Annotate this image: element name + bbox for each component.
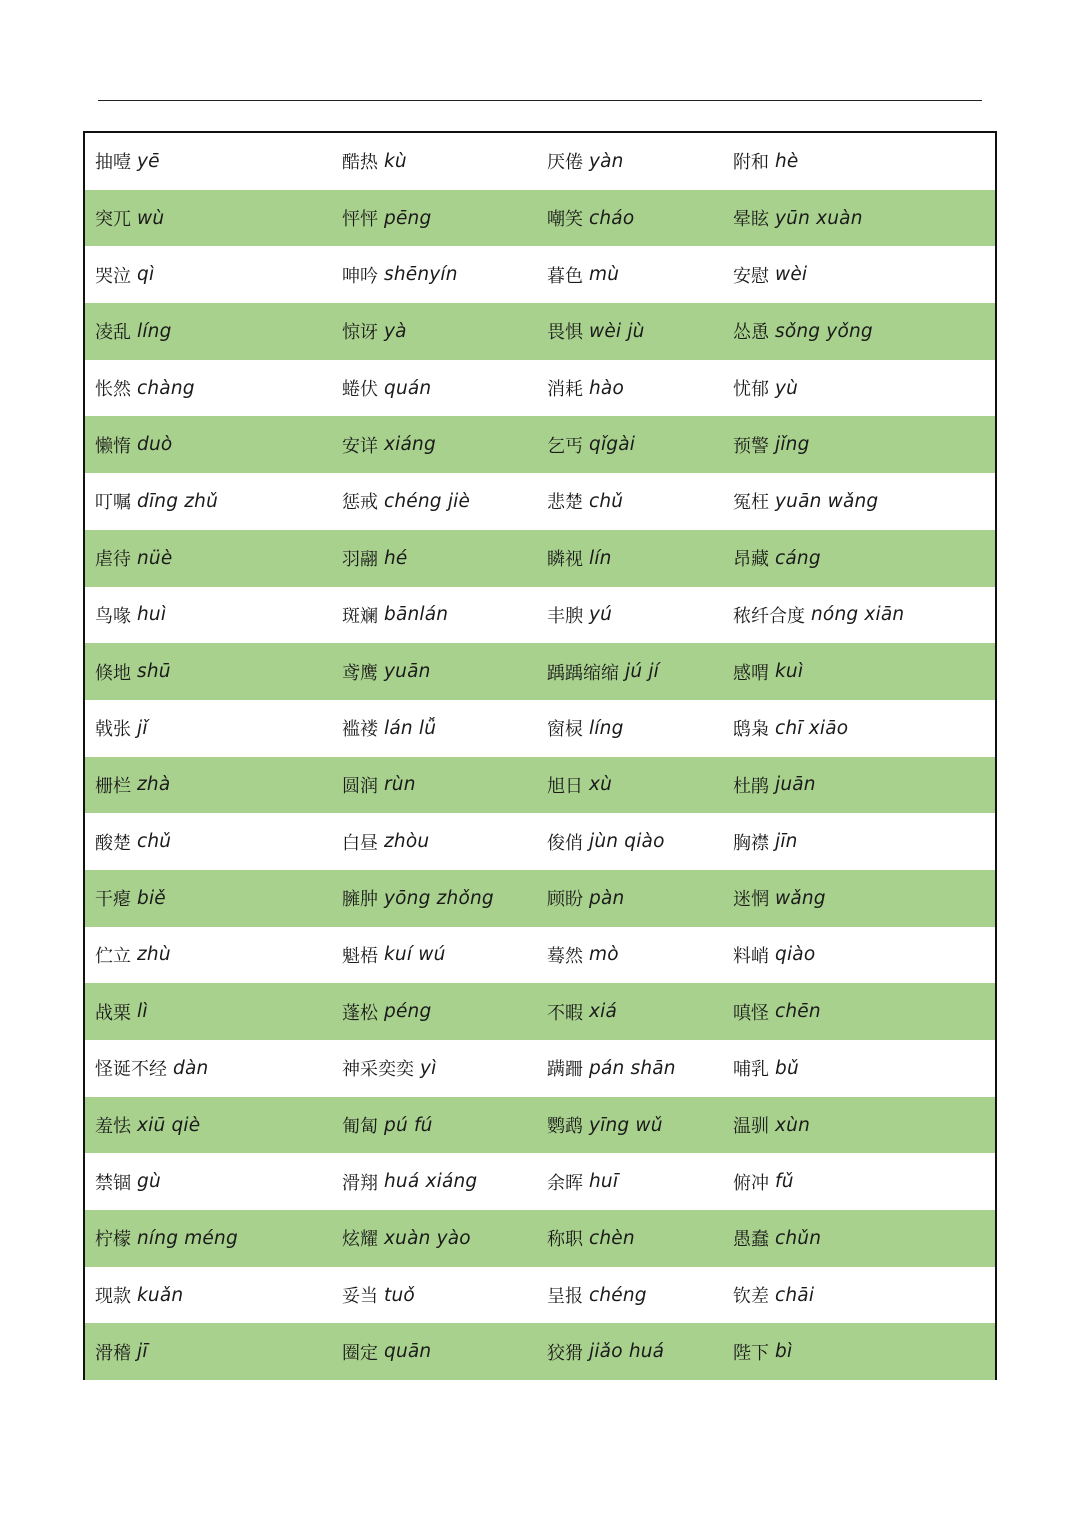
vocab-entry — [342, 870, 494, 927]
vocab-entry — [342, 983, 431, 1040]
vocab-pinyin: chī xiāo — [775, 717, 849, 739]
vocab-entry — [95, 190, 164, 247]
vocab-entry — [733, 643, 803, 700]
vocab-pinyin: pú fú — [384, 1114, 433, 1136]
vocab-word: 晕眩 — [733, 209, 769, 231]
vocab-entry — [342, 473, 470, 530]
vocab-word: 窗棂 — [547, 719, 583, 741]
vocab-word: 褴褛 — [342, 719, 378, 741]
vocab-pinyin: rùn — [384, 774, 416, 796]
vocab-pinyin: yà — [384, 320, 407, 342]
vocab-word: 羽翮 — [342, 549, 378, 571]
vocab-word: 鸱枭 — [733, 719, 769, 741]
vocab-entry — [95, 246, 154, 303]
vocab-entry — [342, 813, 429, 870]
vocab-word: 滑稽 — [95, 1342, 131, 1364]
vocab-word: 俯冲 — [733, 1172, 769, 1194]
vocab-word: 凌乱 — [95, 322, 131, 344]
vocab-word: 禁锢 — [95, 1172, 131, 1194]
vocab-pinyin: xuàn yào — [384, 1227, 471, 1249]
vocab-entry — [95, 757, 170, 814]
vocab-pinyin: yē — [137, 150, 160, 172]
vocab-entry — [342, 1097, 433, 1154]
vocab-word: 战栗 — [95, 1002, 131, 1024]
vocab-word: 鸟喙 — [95, 605, 131, 627]
vocab-entry — [547, 246, 619, 303]
table-row — [85, 360, 995, 417]
vocab-pinyin: tuǒ — [384, 1284, 415, 1306]
vocab-entry — [95, 1267, 183, 1324]
vocab-word: 蓦然 — [547, 945, 583, 967]
vocab-pinyin: níng méng — [137, 1227, 238, 1249]
vocab-entry — [733, 587, 904, 644]
vocab-entry — [95, 870, 166, 927]
table-row — [85, 473, 995, 530]
vocab-pinyin: yūn xuàn — [775, 207, 863, 229]
vocab-entry — [95, 813, 171, 870]
vocab-pinyin: jī — [137, 1341, 148, 1363]
vocab-word: 蓬松 — [342, 1002, 378, 1024]
vocab-pinyin: yōng zhǒng — [384, 887, 494, 909]
vocab-entry — [95, 587, 166, 644]
vocab-entry — [733, 1153, 794, 1210]
vocab-pinyin: zhù — [137, 944, 171, 966]
vocab-word: 嘲笑 — [547, 209, 583, 231]
vocab-entry — [95, 360, 195, 417]
vocab-entry — [547, 473, 623, 530]
vocab-entry — [547, 530, 612, 587]
vocab-word: 迷惘 — [733, 889, 769, 911]
vocab-entry — [95, 1210, 238, 1267]
vocab-pinyin: chǔ — [589, 490, 624, 512]
table-row — [85, 1040, 995, 1097]
vocab-entry — [547, 1267, 647, 1324]
vocab-pinyin: jú jí — [625, 661, 660, 683]
vocab-pinyin: líng — [137, 320, 172, 342]
vocab-entry — [342, 700, 436, 757]
vocab-pinyin: nüè — [137, 547, 173, 569]
vocab-pinyin: xiáng — [384, 434, 436, 456]
vocab-word: 抽噎 — [95, 152, 131, 174]
vocab-word: 温驯 — [733, 1116, 769, 1138]
vocab-pinyin: péng — [384, 1001, 432, 1023]
vocab-pinyin: quán — [384, 377, 432, 399]
vocab-pinyin: jùn qiào — [589, 831, 665, 853]
vocab-entry — [547, 1040, 676, 1097]
table-row — [85, 700, 995, 757]
vocab-entry — [733, 870, 826, 927]
vocab-entry — [733, 983, 821, 1040]
vocab-word: 白昼 — [342, 832, 378, 854]
vocab-pinyin: duò — [137, 434, 173, 456]
vocab-entry — [733, 246, 807, 303]
vocab-pinyin: hé — [384, 547, 408, 569]
vocab-word: 狡猾 — [547, 1342, 583, 1364]
vocab-word: 干瘪 — [95, 889, 131, 911]
vocab-entry — [547, 927, 619, 984]
vocab-pinyin: qiào — [775, 944, 816, 966]
vocab-entry — [733, 1267, 814, 1324]
vocab-pinyin: pēng — [384, 207, 432, 229]
vocab-word: 安详 — [342, 435, 378, 457]
vocab-word: 杜鹃 — [733, 775, 769, 797]
vocab-entry — [733, 1040, 799, 1097]
vocab-pinyin: fǔ — [775, 1171, 794, 1193]
vocab-word: 怂恿 — [733, 322, 769, 344]
vocab-pinyin: dīng zhǔ — [137, 490, 218, 512]
vocab-pinyin: chǔn — [775, 1227, 822, 1249]
vocab-word: 倏地 — [95, 662, 131, 684]
vocab-entry — [733, 303, 873, 360]
vocab-entry — [733, 813, 798, 870]
table-row — [85, 303, 995, 360]
vocab-pinyin: shū — [137, 661, 171, 683]
vocab-word: 蹒跚 — [547, 1059, 583, 1081]
vocab-entry — [547, 133, 624, 190]
vocab-entry — [733, 1210, 821, 1267]
vocab-entry — [547, 643, 659, 700]
vocabulary-table — [83, 131, 997, 1380]
vocab-word: 栅栏 — [95, 775, 131, 797]
vocab-pinyin: chéng — [589, 1284, 647, 1306]
table-row — [85, 757, 995, 814]
vocab-entry — [733, 133, 799, 190]
vocab-entry — [733, 360, 798, 417]
vocab-word: 感喟 — [733, 662, 769, 684]
vocab-word: 怅然 — [95, 379, 131, 401]
vocab-pinyin: kuì — [775, 661, 804, 683]
vocab-entry — [342, 1323, 431, 1380]
vocab-entry — [95, 643, 171, 700]
vocab-pinyin: chēn — [775, 1001, 821, 1023]
vocab-pinyin: hào — [589, 377, 624, 399]
vocab-entry — [547, 303, 645, 360]
vocab-word: 乞丐 — [547, 435, 583, 457]
table-row — [85, 133, 995, 190]
vocab-pinyin: wù — [137, 207, 165, 229]
vocab-entry — [342, 1040, 437, 1097]
vocab-word: 酸楚 — [95, 832, 131, 854]
vocab-entry — [342, 303, 407, 360]
vocab-entry — [547, 416, 635, 473]
vocab-entry — [342, 757, 416, 814]
vocab-word: 余晖 — [547, 1172, 583, 1194]
vocab-entry — [342, 246, 458, 303]
vocab-entry — [547, 983, 617, 1040]
vocab-word: 匍匐 — [342, 1116, 378, 1138]
vocab-pinyin: lín — [589, 547, 612, 569]
table-row — [85, 246, 995, 303]
vocab-word: 忧郁 — [733, 379, 769, 401]
vocab-entry — [547, 700, 624, 757]
table-row — [85, 1267, 995, 1324]
vocab-entry — [95, 1153, 161, 1210]
vocab-word: 鸢鹰 — [342, 662, 378, 684]
vocab-word: 消耗 — [547, 379, 583, 401]
vocab-pinyin: lán lǚ — [384, 717, 437, 739]
vocab-pinyin: lì — [137, 1001, 148, 1023]
table-row — [85, 1153, 995, 1210]
vocab-entry — [342, 587, 448, 644]
vocab-word: 现款 — [95, 1286, 131, 1308]
vocab-word: 厌倦 — [547, 152, 583, 174]
vocab-pinyin: líng — [589, 717, 624, 739]
vocab-word: 叮嘱 — [95, 492, 131, 514]
vocab-word: 鹦鹉 — [547, 1116, 583, 1138]
vocab-entry — [95, 983, 148, 1040]
table-row — [85, 1097, 995, 1154]
vocab-entry — [95, 1040, 208, 1097]
vocab-pinyin: yīng wǔ — [589, 1114, 663, 1136]
vocab-pinyin: bānlán — [384, 604, 449, 626]
vocab-entry — [342, 1210, 471, 1267]
vocab-pinyin: qǐgài — [589, 434, 636, 456]
vocab-entry — [547, 1323, 664, 1380]
vocab-pinyin: chéng jiè — [384, 490, 471, 512]
vocab-word: 伫立 — [95, 945, 131, 967]
vocab-pinyin: zhà — [137, 774, 171, 796]
vocab-entry — [733, 700, 848, 757]
vocab-pinyin: chāi — [775, 1284, 815, 1306]
vocab-entry — [547, 757, 612, 814]
vocab-pinyin: xiá — [589, 1001, 618, 1023]
vocab-entry — [95, 133, 160, 190]
vocab-entry — [95, 416, 172, 473]
vocab-entry — [95, 303, 172, 360]
vocab-pinyin: wèi — [775, 264, 808, 286]
vocab-word: 不暇 — [547, 1002, 583, 1024]
table-row — [85, 530, 995, 587]
vocab-pinyin: cháo — [589, 207, 635, 229]
vocab-word: 丰腴 — [547, 605, 583, 627]
vocab-entry — [342, 360, 431, 417]
vocab-pinyin: bì — [775, 1341, 793, 1363]
vocab-word: 旭日 — [547, 775, 583, 797]
vocab-word: 柠檬 — [95, 1229, 131, 1251]
vocab-entry — [733, 757, 816, 814]
vocab-pinyin: bǔ — [775, 1057, 799, 1079]
vocab-word: 突兀 — [95, 209, 131, 231]
table-row — [85, 587, 995, 644]
vocab-entry — [547, 813, 665, 870]
vocab-pinyin: juān — [775, 774, 816, 796]
vocab-entry — [342, 190, 431, 247]
vocab-pinyin: jiǎo huá — [589, 1341, 665, 1363]
vocab-entry — [95, 473, 218, 530]
table-row — [85, 416, 995, 473]
vocab-pinyin: kuí wú — [384, 944, 446, 966]
vocab-word: 臃肿 — [342, 889, 378, 911]
vocab-entry — [342, 927, 446, 984]
vocab-pinyin: jīn — [775, 831, 798, 853]
vocab-word: 嗔怪 — [733, 1002, 769, 1024]
vocab-word: 畏惧 — [547, 322, 583, 344]
vocab-pinyin: yú — [589, 604, 613, 626]
vocab-word: 陛下 — [733, 1342, 769, 1364]
vocab-entry — [733, 530, 821, 587]
vocab-word: 炫耀 — [342, 1229, 378, 1251]
vocab-entry — [733, 416, 810, 473]
vocab-pinyin: kù — [384, 150, 407, 172]
vocab-pinyin: yuān — [384, 661, 431, 683]
vocab-entry — [95, 530, 172, 587]
vocab-pinyin: jǐ — [137, 717, 148, 739]
vocab-word: 懒惰 — [95, 435, 131, 457]
vocab-entry — [733, 190, 863, 247]
vocab-entry — [547, 587, 612, 644]
vocab-pinyin: pán shān — [589, 1057, 676, 1079]
table-row — [85, 1323, 995, 1380]
vocab-pinyin: yì — [420, 1057, 437, 1079]
table-row — [85, 983, 995, 1040]
vocab-entry — [547, 360, 624, 417]
vocab-word: 怪诞不经 — [95, 1059, 167, 1081]
vocab-word: 羞怯 — [95, 1116, 131, 1138]
vocab-pinyin: xiū qiè — [137, 1114, 201, 1136]
vocab-pinyin: dàn — [173, 1057, 209, 1079]
vocab-word: 滑翔 — [342, 1172, 378, 1194]
vocab-word: 暮色 — [547, 265, 583, 287]
vocab-pinyin: yù — [775, 377, 799, 399]
vocab-word: 预警 — [733, 435, 769, 457]
table-row — [85, 813, 995, 870]
vocab-entry — [547, 1153, 618, 1210]
vocab-pinyin: hè — [775, 150, 799, 172]
vocab-pinyin: qì — [137, 264, 155, 286]
vocab-word: 斑斓 — [342, 605, 378, 627]
vocab-entry — [547, 1097, 663, 1154]
vocab-pinyin: sǒng yǒng — [775, 320, 873, 342]
vocab-pinyin: xùn — [775, 1114, 810, 1136]
vocab-word: 魁梧 — [342, 945, 378, 967]
vocab-pinyin: mù — [589, 264, 620, 286]
vocab-pinyin: cáng — [775, 547, 821, 569]
vocab-pinyin: wèi jù — [589, 320, 645, 342]
vocab-word: 愚蠢 — [733, 1229, 769, 1251]
table-row — [85, 870, 995, 927]
header-rule — [98, 100, 982, 101]
vocab-entry — [342, 643, 431, 700]
vocab-entry — [342, 133, 407, 190]
vocab-word: 安慰 — [733, 265, 769, 287]
vocab-pinyin: jǐng — [775, 434, 810, 456]
vocab-entry — [95, 927, 171, 984]
vocab-word: 妥当 — [342, 1286, 378, 1308]
vocab-word: 秾纤合度 — [733, 605, 805, 627]
vocab-entry — [733, 473, 878, 530]
vocab-pinyin: zhòu — [384, 831, 430, 853]
vocab-word: 悲楚 — [547, 492, 583, 514]
vocab-entry — [547, 870, 624, 927]
vocab-word: 神采奕奕 — [342, 1059, 414, 1081]
vocab-entry — [342, 530, 408, 587]
vocab-pinyin: biě — [137, 887, 166, 909]
vocab-pinyin: yàn — [589, 150, 624, 172]
vocab-entry — [547, 190, 634, 247]
vocab-word: 冤枉 — [733, 492, 769, 514]
vocab-word: 呈报 — [547, 1286, 583, 1308]
vocab-pinyin: huī — [589, 1171, 619, 1193]
vocab-pinyin: shēnyín — [384, 264, 458, 286]
vocab-entry — [95, 1097, 200, 1154]
vocab-word: 瞵视 — [547, 549, 583, 571]
vocab-word: 蜷伏 — [342, 379, 378, 401]
vocab-word: 哭泣 — [95, 265, 131, 287]
table-row — [85, 643, 995, 700]
table-row — [85, 927, 995, 984]
vocab-entry — [95, 1323, 148, 1380]
vocab-pinyin: gù — [137, 1171, 161, 1193]
vocab-pinyin: huì — [137, 604, 167, 626]
vocab-word: 称职 — [547, 1229, 583, 1251]
vocab-pinyin: xù — [589, 774, 613, 796]
vocab-entry — [342, 416, 436, 473]
vocab-word: 圆润 — [342, 775, 378, 797]
vocab-entry — [733, 927, 815, 984]
vocab-word: 怦怦 — [342, 209, 378, 231]
table-row — [85, 1210, 995, 1267]
vocab-entry — [95, 700, 148, 757]
vocab-word: 酷热 — [342, 152, 378, 174]
vocab-word: 附和 — [733, 152, 769, 174]
vocab-pinyin: quān — [384, 1341, 432, 1363]
vocab-entry — [733, 1323, 792, 1380]
vocab-entry — [733, 1097, 810, 1154]
vocab-pinyin: mò — [589, 944, 619, 966]
vocab-word: 圈定 — [342, 1342, 378, 1364]
vocab-word: 虐待 — [95, 549, 131, 571]
vocab-pinyin: pàn — [589, 887, 625, 909]
vocab-word: 顾盼 — [547, 889, 583, 911]
vocab-pinyin: chàng — [137, 377, 195, 399]
vocab-pinyin: chǔ — [137, 831, 172, 853]
vocab-word: 戟张 — [95, 719, 131, 741]
vocab-pinyin: wǎng — [775, 887, 826, 909]
vocab-pinyin: nóng xiān — [811, 604, 905, 626]
vocab-entry — [547, 1210, 635, 1267]
vocab-word: 钦差 — [733, 1286, 769, 1308]
vocab-word: 昂藏 — [733, 549, 769, 571]
vocab-word: 料峭 — [733, 945, 769, 967]
vocab-entry — [342, 1153, 477, 1210]
vocab-word: 踽踽缩缩 — [547, 662, 619, 684]
vocab-word: 哺乳 — [733, 1059, 769, 1081]
table-row — [85, 190, 995, 247]
vocab-pinyin: huá xiáng — [384, 1171, 478, 1193]
vocab-entry — [342, 1267, 415, 1324]
vocab-pinyin: yuān wǎng — [775, 490, 879, 512]
vocab-word: 惊讶 — [342, 322, 378, 344]
vocab-pinyin: kuǎn — [137, 1284, 184, 1306]
vocab-word: 惩戒 — [342, 492, 378, 514]
vocab-word: 俊俏 — [547, 832, 583, 854]
vocab-pinyin: chèn — [589, 1227, 635, 1249]
vocab-word: 胸襟 — [733, 832, 769, 854]
vocab-word: 呻吟 — [342, 265, 378, 287]
